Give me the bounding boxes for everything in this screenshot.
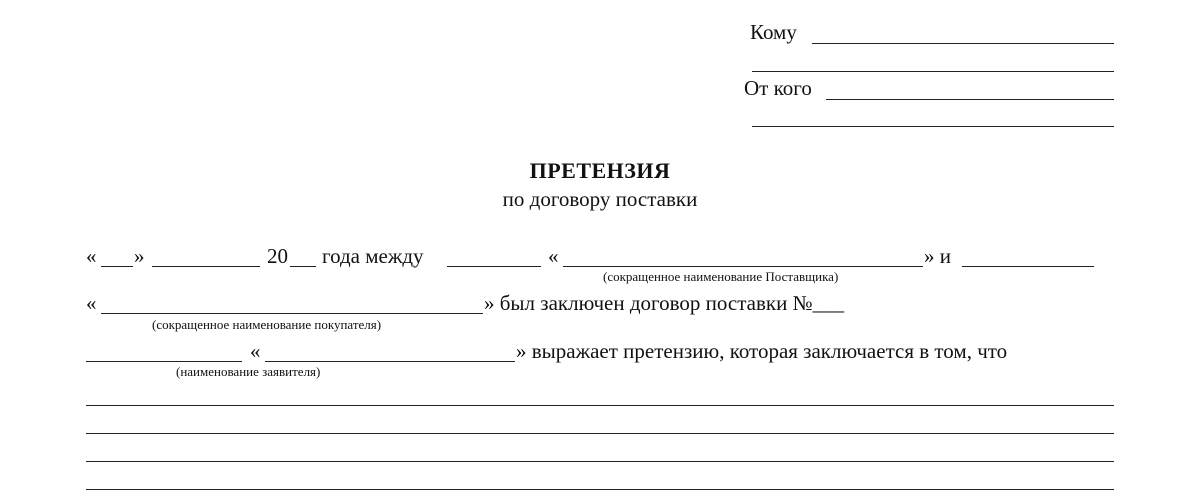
quote-open-day: «: [86, 244, 97, 268]
month-field-line[interactable]: [152, 266, 260, 267]
from-field-line[interactable]: [826, 99, 1114, 100]
buyer-name-field-line[interactable]: [101, 313, 483, 314]
quote-close-and: » и: [924, 244, 951, 268]
to-field-line[interactable]: [812, 43, 1114, 44]
claim-description-line-1[interactable]: [86, 405, 1114, 406]
from-field-line-2[interactable]: [752, 126, 1114, 127]
supplier-prefix-field-line[interactable]: [447, 266, 541, 267]
contract-text: » был заключен договор поставки №___: [484, 291, 845, 315]
buyer-caption: (сокращенное наименование покупателя): [152, 317, 382, 332]
applicant-caption: (наименование заявителя): [176, 364, 321, 379]
quote-open-applicant: «: [250, 339, 261, 363]
applicant-name-field-line[interactable]: [265, 361, 515, 362]
year-field-line[interactable]: [290, 266, 316, 267]
document-title: ПРЕТЕНЗИЯ: [529, 158, 671, 183]
from-label: От кого: [744, 76, 812, 100]
quote-open-buyer: «: [86, 291, 97, 315]
to-field-line-2[interactable]: [752, 71, 1114, 72]
applicant-prefix-field-line[interactable]: [86, 361, 242, 362]
buyer-prefix-field-line[interactable]: [962, 266, 1094, 267]
supplier-name-field-line[interactable]: [563, 266, 923, 267]
quote-close-day: »: [134, 244, 145, 268]
supplier-caption: (сокращенное наименование Поставщика): [603, 269, 839, 284]
claim-description-line-3[interactable]: [86, 461, 1114, 462]
between-text: года между: [322, 244, 424, 268]
claim-description-line-2[interactable]: [86, 433, 1114, 434]
year-prefix: 20: [267, 244, 288, 268]
document-subtitle: по договору поставки: [502, 187, 698, 211]
claim-text: » выражает претензию, которая заключается в том, что: [516, 339, 1008, 363]
quote-open-supplier: «: [548, 244, 559, 268]
claim-description-line-4[interactable]: [86, 489, 1114, 490]
to-label: Кому: [750, 20, 797, 44]
day-field-line[interactable]: [101, 266, 133, 267]
